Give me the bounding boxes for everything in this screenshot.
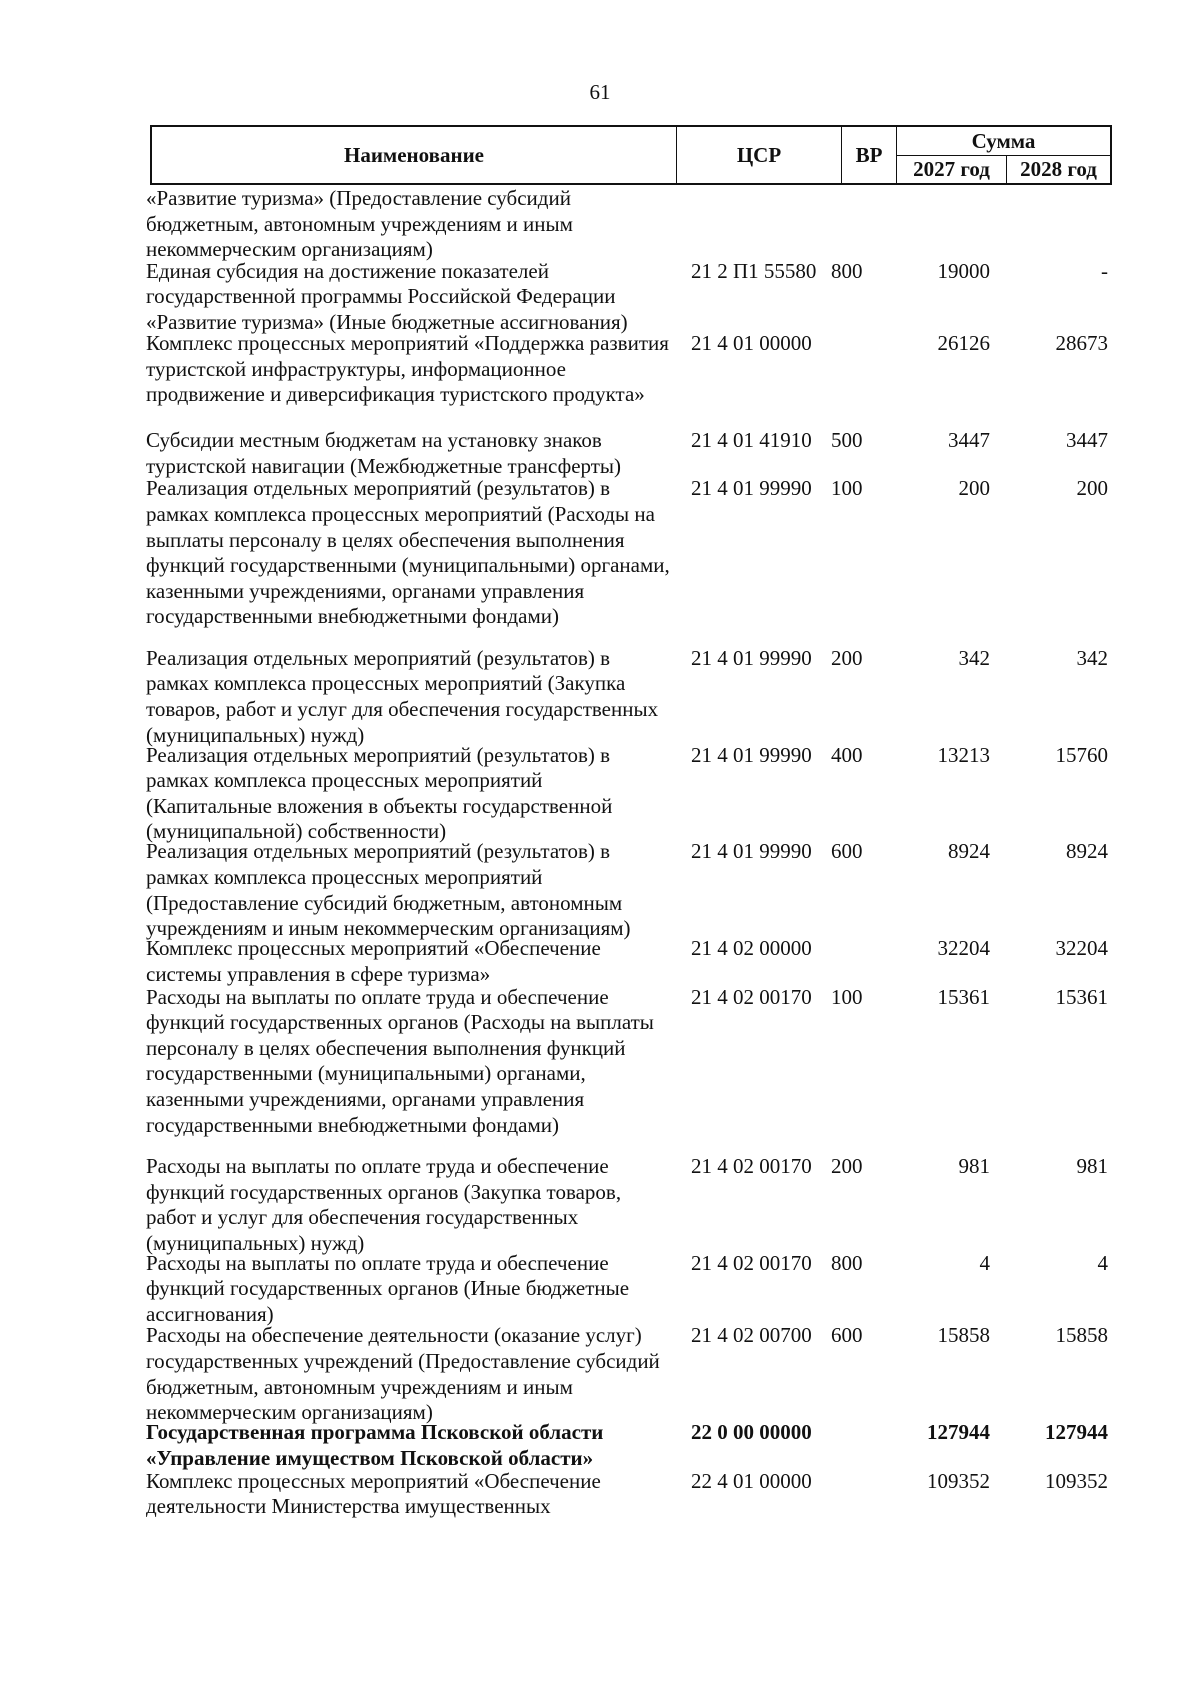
row-sum-2027: 3447 (948, 427, 990, 452)
row-csr: 21 4 02 00700 (691, 1323, 812, 1348)
row-sum-2027: 26126 (937, 331, 990, 356)
table-header (150, 125, 1112, 185)
row-vr: 100 (831, 984, 863, 1009)
row-vr: 200 (831, 1153, 863, 1178)
row-vr (823, 936, 878, 984)
table-body (146, 186, 1112, 1517)
row-name: Реализация отдельных мероприятий (результатов) в рамках комплекса процессных мероприятий (Капитальные вложения в объекты государственной (муниципальной) собственности) (146, 742, 613, 844)
row-vr (823, 186, 878, 259)
row-csr: 21 4 01 00000 (691, 331, 812, 356)
header-sum: Сумма (897, 127, 1110, 156)
table-row (146, 936, 1112, 984)
row-csr: 21 4 02 00170 (691, 1153, 812, 1178)
row-sum-2027: 109352 (927, 1468, 990, 1493)
row-name: Расходы на выплаты по оплате труда и обеспечение функций государственных органов (Иные бюджетные ассигнования) (146, 1250, 630, 1326)
row-vr: 600 (831, 839, 863, 864)
row-sum-2027: 13213 (937, 742, 990, 767)
page-number: 61 (589, 80, 611, 104)
row-vr: 800 (831, 258, 863, 283)
row-sum-2028: 15361 (1055, 984, 1108, 1009)
table-row (146, 186, 1112, 262)
row-sum-2027: 4 (979, 1250, 990, 1275)
row-sum-2028 (990, 186, 1108, 259)
table-row (146, 1469, 1112, 1517)
table-row (146, 1420, 1112, 1468)
row-sum-2028: 15858 (1055, 1323, 1108, 1348)
row-csr: 21 4 01 99990 (691, 645, 812, 670)
table-row (146, 428, 1112, 476)
row-name: Государственная программа Псковской области «Управление имуществом Псковской области» (146, 1420, 604, 1470)
row-csr: 21 4 01 99990 (691, 476, 812, 501)
row-csr: 21 4 02 00170 (691, 1250, 812, 1275)
row-vr (823, 331, 878, 428)
row-sum-2027: 127944 (927, 1420, 990, 1445)
row-name: Реализация отдельных мероприятий (результатов) в рамках комплекса процессных мероприятий (Предоставление субсидий бюджетным, автономным учреждениям и иным некоммерческим организациям) (146, 839, 631, 941)
row-sum-2027 (878, 186, 990, 259)
row-name: «Развитие туризма» (Предоставление субсидий бюджетным, автономным учреждениям и иным некоммерческим организациям) (146, 186, 573, 262)
row-csr: 22 4 01 00000 (691, 1468, 812, 1493)
row-vr: 800 (831, 1250, 863, 1275)
table-row (146, 1251, 1112, 1324)
row-vr (823, 1420, 878, 1468)
row-csr (671, 186, 823, 259)
row-sum-2027: 342 (958, 645, 990, 670)
row-sum-2027: 32204 (937, 936, 990, 961)
header-csr: ЦСР (677, 127, 842, 183)
row-sum-2028: 4 (1097, 1250, 1108, 1275)
row-vr (823, 1469, 878, 1517)
row-sum-2028: 32204 (1055, 936, 1108, 961)
row-name: Комплекс процессных мероприятий «Обеспечение системы управления в сфере туризма» (146, 936, 601, 986)
row-sum-2028: 200 (1076, 476, 1108, 501)
row-name: Субсидии местным бюджетам на установку знаков туристской навигации (Межбюджетные трансферты) (146, 427, 622, 478)
row-name: Комплекс процессных мероприятий «Обеспечение деятельности Министерства имущественных (146, 1468, 601, 1519)
row-sum-2028: 3447 (1066, 427, 1108, 452)
row-csr: 21 4 01 99990 (691, 839, 812, 864)
table-row (146, 331, 1112, 428)
row-sum-2028: 109352 (1045, 1468, 1108, 1493)
row-csr: 21 4 02 00170 (691, 984, 812, 1009)
row-vr: 400 (831, 742, 863, 767)
row-vr: 200 (831, 645, 863, 670)
row-sum-2028: 15760 (1055, 742, 1108, 767)
row-vr: 100 (831, 476, 863, 501)
row-sum-2027: 15858 (937, 1323, 990, 1348)
row-sum-2027: 981 (958, 1153, 990, 1178)
row-name: Расходы на выплаты по оплате труда и обеспечение функций государственных органов (Расходы на выплаты персоналу в целях обеспечения выполнения функций государственными (муниципальными) органами, казенными учреждениями, органами управления государственными внебюджетными фондами) (146, 984, 654, 1137)
row-csr: 21 2 П1 55580 (691, 258, 817, 283)
row-name: Реализация отдельных мероприятий (результатов) в рамках комплекса процессных мероприятий (Расходы на выплаты персоналу в целях обеспечения выполнения функций государственными (муниципальными) органами, казенными учреждениями, органами управления государственными внебюджетными фондами) (146, 476, 670, 629)
row-name: Расходы на обеспечение деятельности (оказание услуг) государственных учреждений (Предоставление субсидий бюджетным, автономным учреждениям и иным некоммерческим организациям) (146, 1323, 660, 1425)
table-row (146, 985, 1112, 1154)
header-name: Наименование (152, 127, 677, 183)
table-row (146, 839, 1112, 941)
row-sum-2027: 200 (958, 476, 990, 501)
header-year-2028: 2028 год (1020, 157, 1097, 181)
row-csr: 21 4 01 99990 (691, 742, 812, 767)
row-sum-2028: - (1101, 258, 1108, 283)
row-sum-2028: 342 (1076, 645, 1108, 670)
header-vr: ВР (842, 127, 897, 183)
table-row (146, 645, 1112, 747)
row-sum-2027: 8924 (948, 839, 990, 864)
row-name: Комплекс процессных мероприятий «Поддержка развития туристской инфраструктуры, информационное продвижение и диверсификация туристского продукта» (146, 331, 669, 407)
row-sum-2027: 19000 (937, 258, 990, 283)
header-year-2027: 2027 год (897, 156, 1007, 183)
row-csr: 22 0 00 00000 (691, 1420, 812, 1445)
table-row (146, 1153, 1112, 1255)
table-row (146, 742, 1112, 844)
row-sum-2028: 127944 (1045, 1420, 1108, 1445)
row-sum-2027: 15361 (937, 984, 990, 1009)
row-name: Единая субсидия на достижение показателей государственной программы Российской Федерации «Развитие туризма» (Иные бюджетные ассигнования) (146, 258, 628, 334)
row-sum-2028: 981 (1076, 1153, 1108, 1178)
row-name: Расходы на выплаты по оплате труда и обеспечение функций государственных органов (Закупка товаров, работ и услуг для обеспечения государственных (муниципальных) нужд) (146, 1153, 622, 1255)
row-vr: 600 (831, 1323, 863, 1348)
table-row (146, 1323, 1112, 1425)
row-sum-2028: 8924 (1066, 839, 1108, 864)
row-csr: 21 4 01 41910 (691, 427, 812, 452)
row-name: Реализация отдельных мероприятий (результатов) в рамках комплекса процессных мероприятий (Закупка товаров, работ и услуг для обеспечения государственных (муниципальных) нужд) (146, 645, 659, 747)
row-vr: 500 (831, 427, 863, 452)
table-row (146, 259, 1112, 332)
row-sum-2028: 28673 (1055, 331, 1108, 356)
table-row (146, 476, 1112, 645)
row-csr: 21 4 02 00000 (691, 936, 812, 961)
